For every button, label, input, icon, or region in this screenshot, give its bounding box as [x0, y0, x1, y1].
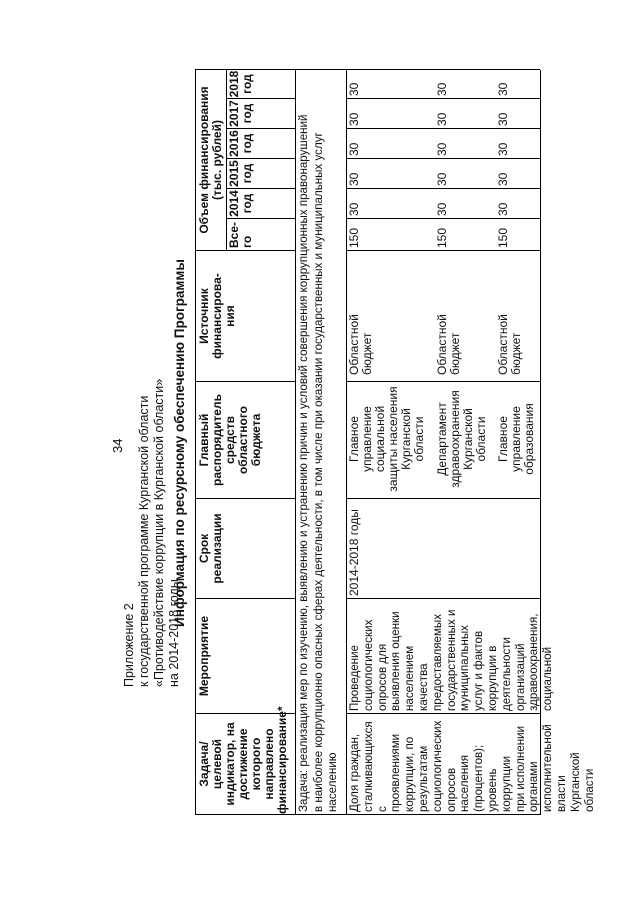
value-cell: 30 — [435, 142, 449, 156]
value-cell: 30 — [496, 172, 510, 186]
value-cell: 30 — [496, 202, 510, 216]
table-line — [195, 70, 196, 815]
appendix-line: Приложение 2 — [122, 603, 136, 687]
manager-cell: Главное управление образования — [496, 403, 536, 475]
value-cell: 30 — [435, 82, 449, 96]
header-volume: Объем финансирования (тыс. рублей) — [197, 86, 224, 234]
table-line — [295, 70, 296, 815]
value-cell: 30 — [347, 142, 361, 156]
manager-cell: Главное управление социальной защиты населения Курганской области — [347, 386, 426, 492]
task-row: Задача: реализация мер по изучению, выявлению и устранению причин и условий совершения коррупционных правонарушений в наиболее коррупционно опасных сферах деятельности, в том числе при оказании государственных и муниципальных услуг населению — [297, 114, 339, 812]
header-task: Задача/ целевой индикатор, на достижение которого направлено финансирование* — [197, 706, 289, 814]
page-number: 34 — [110, 438, 125, 453]
header-year-2015: 2015 год — [227, 160, 254, 187]
header-measure: Мероприятие — [197, 615, 211, 697]
table-line — [195, 814, 540, 815]
header-year-2017: 2017 год — [227, 100, 254, 127]
value-cell: 30 — [347, 202, 361, 216]
document-title: Информация по ресурсному обеспечению Программы — [172, 259, 187, 627]
manager-cell: Департамент здравоохранения Курганской области — [435, 390, 488, 488]
appendix-line: «Противодействие коррупции в Курганской области» — [152, 378, 166, 687]
header-year-2016: 2016 год — [227, 130, 254, 157]
value-cell: 30 — [347, 82, 361, 96]
appendix-line: к государственной программе Курганской области — [137, 395, 151, 687]
header-manager: Главный распорядитель средств областного бюджета — [197, 394, 263, 486]
value-cell: 30 — [496, 142, 510, 156]
header-year-total: Все- го — [227, 221, 254, 248]
value-cell: 30 — [435, 172, 449, 186]
value-cell: 30 — [435, 202, 449, 216]
measure-cell: Проведение социологических опросов для выявления оценки населением качества предоставляемых государственных и муниципальных услуг и фактов коррупции в деятельности организаций здравоохранения, социальной — [348, 609, 555, 711]
value-cell: 30 — [496, 112, 510, 126]
source-cell: Областной бюджет — [496, 314, 523, 375]
header-source: Источник финансирова- ния — [197, 273, 237, 359]
value-cell: 30 — [496, 82, 510, 96]
header-year-2014: 2014 год — [227, 190, 254, 217]
header-term: Срок реализации — [197, 513, 224, 584]
value-cell: 150 — [347, 227, 361, 248]
indicator-cell: Доля граждан, сталкивающихся с проявлениями коррупции, по результатам социологических опросов населения (процентов); уровень коррупции при исполнении органами исполнительной власти Курганской области — [348, 720, 596, 812]
value-cell: 30 — [347, 112, 361, 126]
source-cell: Областной бюджет — [435, 314, 462, 375]
appendix-line: на 2014-2018 годы — [167, 579, 181, 687]
value-cell: 30 — [435, 112, 449, 126]
value-cell: 150 — [496, 227, 510, 248]
header-year-2018: 2018 год — [227, 70, 254, 98]
source-cell: Областной бюджет — [347, 314, 374, 375]
term-cell: 2014-2018 годы — [347, 509, 361, 596]
value-cell: 150 — [435, 227, 449, 248]
value-cell: 30 — [347, 172, 361, 186]
